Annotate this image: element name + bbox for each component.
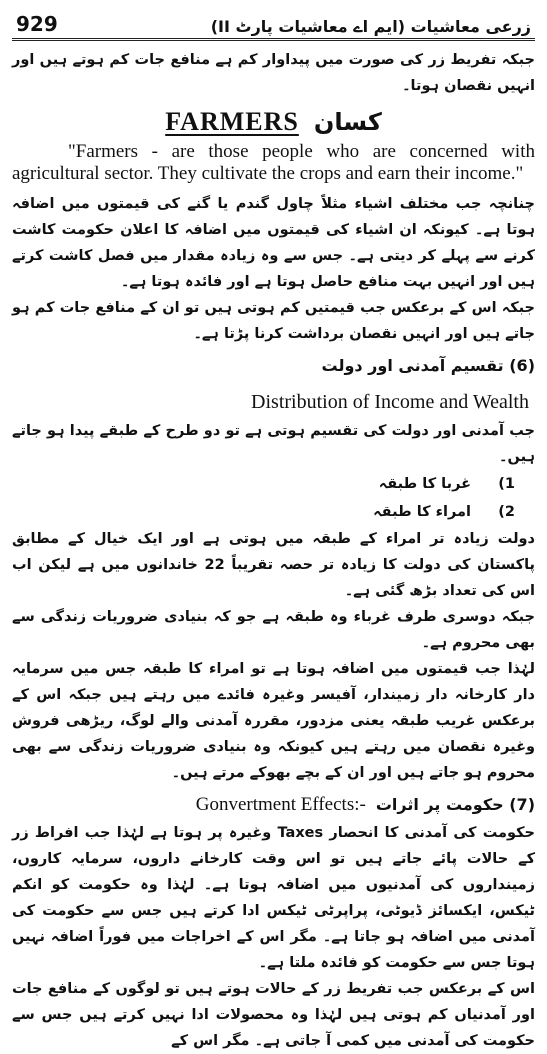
title-english: FARMERS (165, 107, 299, 136)
list-item (12, 498, 535, 526)
section-6-heading-urdu: (6) تقسیم آمدنی اور دولت (321, 356, 535, 375)
paragraph-wealth: دولت زیادہ تر امراء کے طبقہ میں ہوتی ہے اور ایک خیال کے مطابق پاکستان کی دولت کا زیادہ تر حصہ تقریباً 22 خاندانوں میں ہے لیکن اب اس کی تعداد بڑھ گئی ہے۔ (12, 531, 535, 599)
paragraph-prices: لہٰذا جب قیمتوں میں اضافہ ہوتا ہے تو امراء کا طبقہ جس میں سرمایہ دار کارخانہ دار زمیندار، آفیسر وغیرہ فائدے میں رہتے ہیں جبکہ اس کے برعکس غریب طبقہ یعنی مزدور، مقررہ آمدنی والے لوگ، ریڑھی فروش وغیرہ نقصان میں رہتے ہیں کیونکہ وہ بنیادی ضروریات زندگی سے بھی محروم ہو جاتے ہیں اور ان کے بچے بھوکے مرتے ہیں۔ (12, 661, 535, 781)
section-6-heading-english: Distribution of Income and Wealth (251, 391, 529, 413)
section-7-heading-urdu: (7) حکومت پر اثرات (375, 795, 535, 814)
section-6-heading (12, 351, 535, 381)
paragraph-loss: جبکہ اس کے برعکس جب قیمتیں کم ہوتی ہیں تو ان کے منافع جات کم ہو جاتے ہیں اور انہیں نقصان برداشت کرنا پڑتا ہے۔ (12, 300, 535, 342)
title-urdu: کسان (313, 108, 382, 136)
paragraph-deflation: اس کے برعکس جب تفریط زر کے حالات ہوتے ہیں تو لوگوں کے منافع جات اور آمدنیاں کم ہوتی ہیں لہٰذا وہ محصولات ادا نہیں کرتے ہیں جس سے حکومت کی آمدنی میں کمی آ جاتی ہے۔ مگر اس کے (12, 981, 535, 1049)
intro-line: جبکہ تفریط زر کی صورت میں پیداوار کم ہے منافع جات کم ہوتے ہیں اور انہیں نقصان ہوتا۔ (12, 52, 535, 94)
section-title (12, 105, 535, 139)
paragraph-taxes: حکومت کی آمدنی کا انحصار Taxes وغیرہ پر ہوتا ہے لہٰذا جب افراط زر کے حالات پائے جاتے ہیں تو اس وقت کارخانے داروں، سرمایہ کاروں، زمینداروں کی آمدنیوں میں اضافہ ہوتا ہے۔ لہٰذا وہ حکومت کو انکم ٹیکس، ایکسائز ڈیوٹی، پراپرٹی ٹیکس ادا کرتے ہیں جس سے حکومت کی آمدنی میں اضافہ ہو جاتا ہے۔ مگر اس کے اخراجات میں فوراً اضافہ نہیں ہوتا جس سے حکومت کو فائدہ ملتا ہے۔ (12, 825, 536, 971)
section-6-intro: جب آمدنی اور دولت کی تقسیم ہوتی ہے تو دو طرح کے طبقے پیدا ہو جاتے ہیں۔ (12, 423, 535, 465)
paragraph-poor: جبکہ دوسری طرف غرباء وہ طبقہ ہے جو کہ بنیادی ضروریات زندگی سے بھی محروم ہے۔ (12, 609, 535, 651)
running-title: زرعی معاشیات (ایم اے معاشیات پارٹ II) (210, 17, 531, 36)
farmers-definition: "Farmers - are those people who are concerned with agricultural sector. They cultivate the crops and earn their income." (12, 141, 535, 184)
list-item (12, 470, 535, 498)
section-7-heading (12, 790, 535, 820)
paragraph-farmers: چنانچہ جب مختلف اشیاء مثلاً چاول گندم یا گنے کی قیمتوں میں اضافہ ہوتا ہے۔ کیونکہ ان اشیاء کی قیمتوں میں اضافہ کا اعلان حکومت کاشت کرنے سے پہلے کر دیتی ہے۔ جس سے وہ زیادہ مقدار میں فصل کاشت کرتے ہیں اور انہیں بہت منافع حاصل ہوتا ہے اور فائدہ ہوتا ہے۔ (12, 196, 535, 290)
page-number: 929 (16, 12, 58, 36)
list-item-number: 1) (498, 476, 515, 492)
list-item-label: امراء کا طبقہ (373, 504, 471, 520)
list-item-label: غربا کا طبقہ (378, 476, 471, 492)
page-header (12, 6, 535, 41)
list-item-number: 2) (498, 504, 515, 520)
section-7-heading-english: Gonvertment Effects:- (195, 794, 366, 815)
